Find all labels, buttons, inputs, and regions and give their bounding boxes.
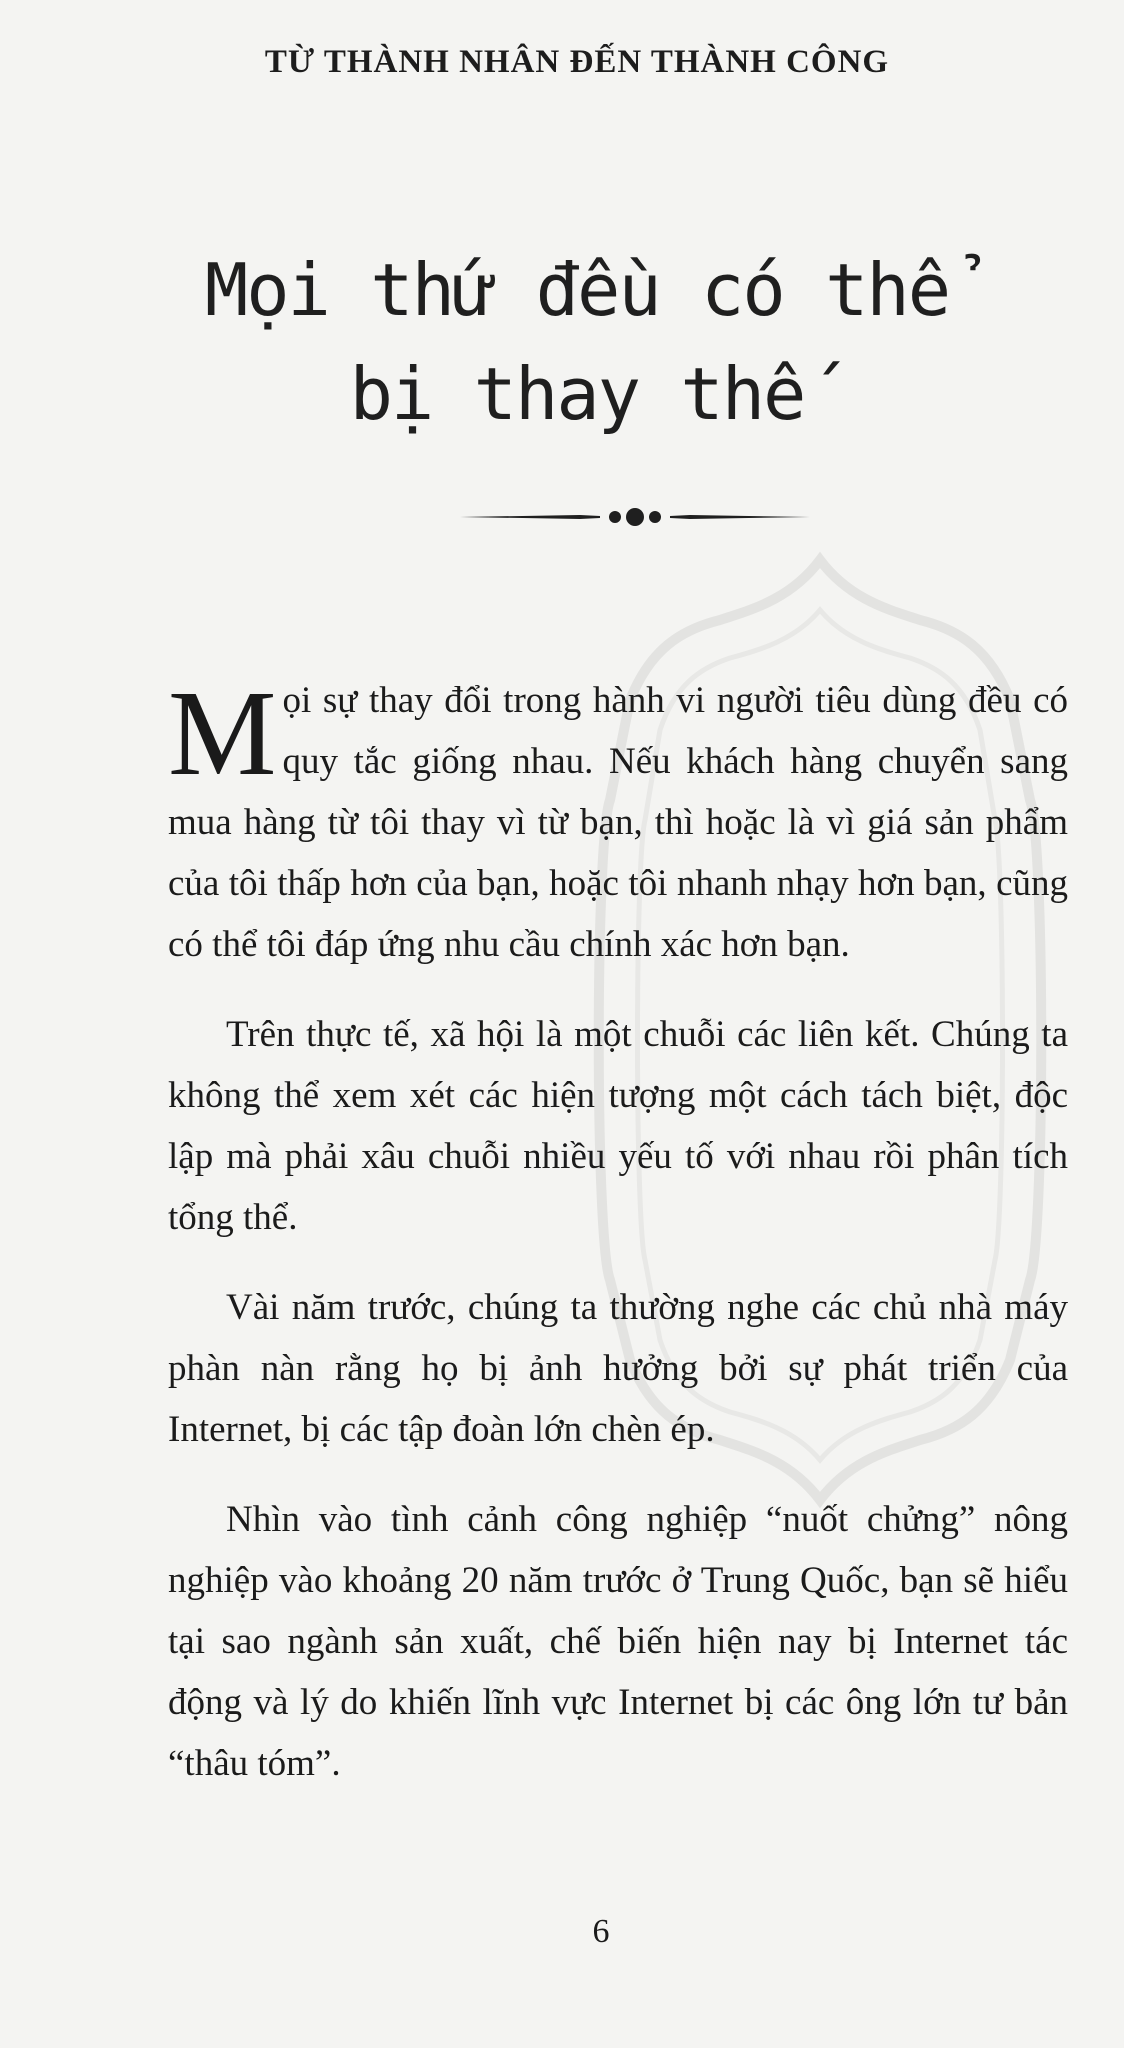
body-text bbox=[168, 666, 1068, 1823]
paragraph-3: Vài năm trước, chúng ta thường nghe các chủ nhà máy phàn nàn rằng họ bị ảnh hưởng bởi sự phát triển của Internet, bị các tập đoàn lớn chèn ép. bbox=[168, 1287, 1068, 1450]
paragraph-4: Nhìn vào tình cảnh công nghiệp “nuốt chửng” nông nghiệp vào khoảng 20 năm trước ở Trung Quốc, bạn sẽ hiểu tại sao ngành sản xuất, chế biến hiện nay bị Internet tác động và lý do khiến lĩnh vực Internet bị các ông lớn tư bản “thâu tóm”. bbox=[168, 1499, 1068, 1784]
paragraph-2: Trên thực tế, xã hội là một chuỗi các liên kết. Chúng ta không thể xem xét các hiện tượng một cách tách biệt, độc lập mà phải xâu chuỗi nhiều yếu tố với nhau rồi phân tích tổng thể. bbox=[168, 1014, 1068, 1238]
running-header: TỪ THÀNH NHÂN ĐẾN THÀNH CÔNG bbox=[264, 44, 890, 80]
drop-cap: M bbox=[168, 666, 277, 801]
paragraph-1 bbox=[168, 666, 1068, 975]
page-number: 6 bbox=[592, 1913, 610, 1950]
chapter-title-line-1: Mọi thứ đều có thể bbox=[204, 248, 950, 332]
chapter-title-line-2: bị thay thế bbox=[349, 352, 805, 436]
divider-dots-ornament-icon bbox=[460, 500, 810, 534]
chapter-title bbox=[0, 238, 1124, 446]
paragraph-1-text: ọi sự thay đổi trong hành vi người tiêu dùng đều có quy tắc giống nhau. Nếu khách hàng chuyển sang mua hàng từ tôi thay vì từ bạn, thì hoặc là vì giá sản phẩm của tôi thấp hơn của bạn, hoặc tôi nhanh nhạy hơn bạn, cũng có thể tôi đáp ứng nhu cầu chính xác hơn bạn. bbox=[168, 680, 1068, 965]
